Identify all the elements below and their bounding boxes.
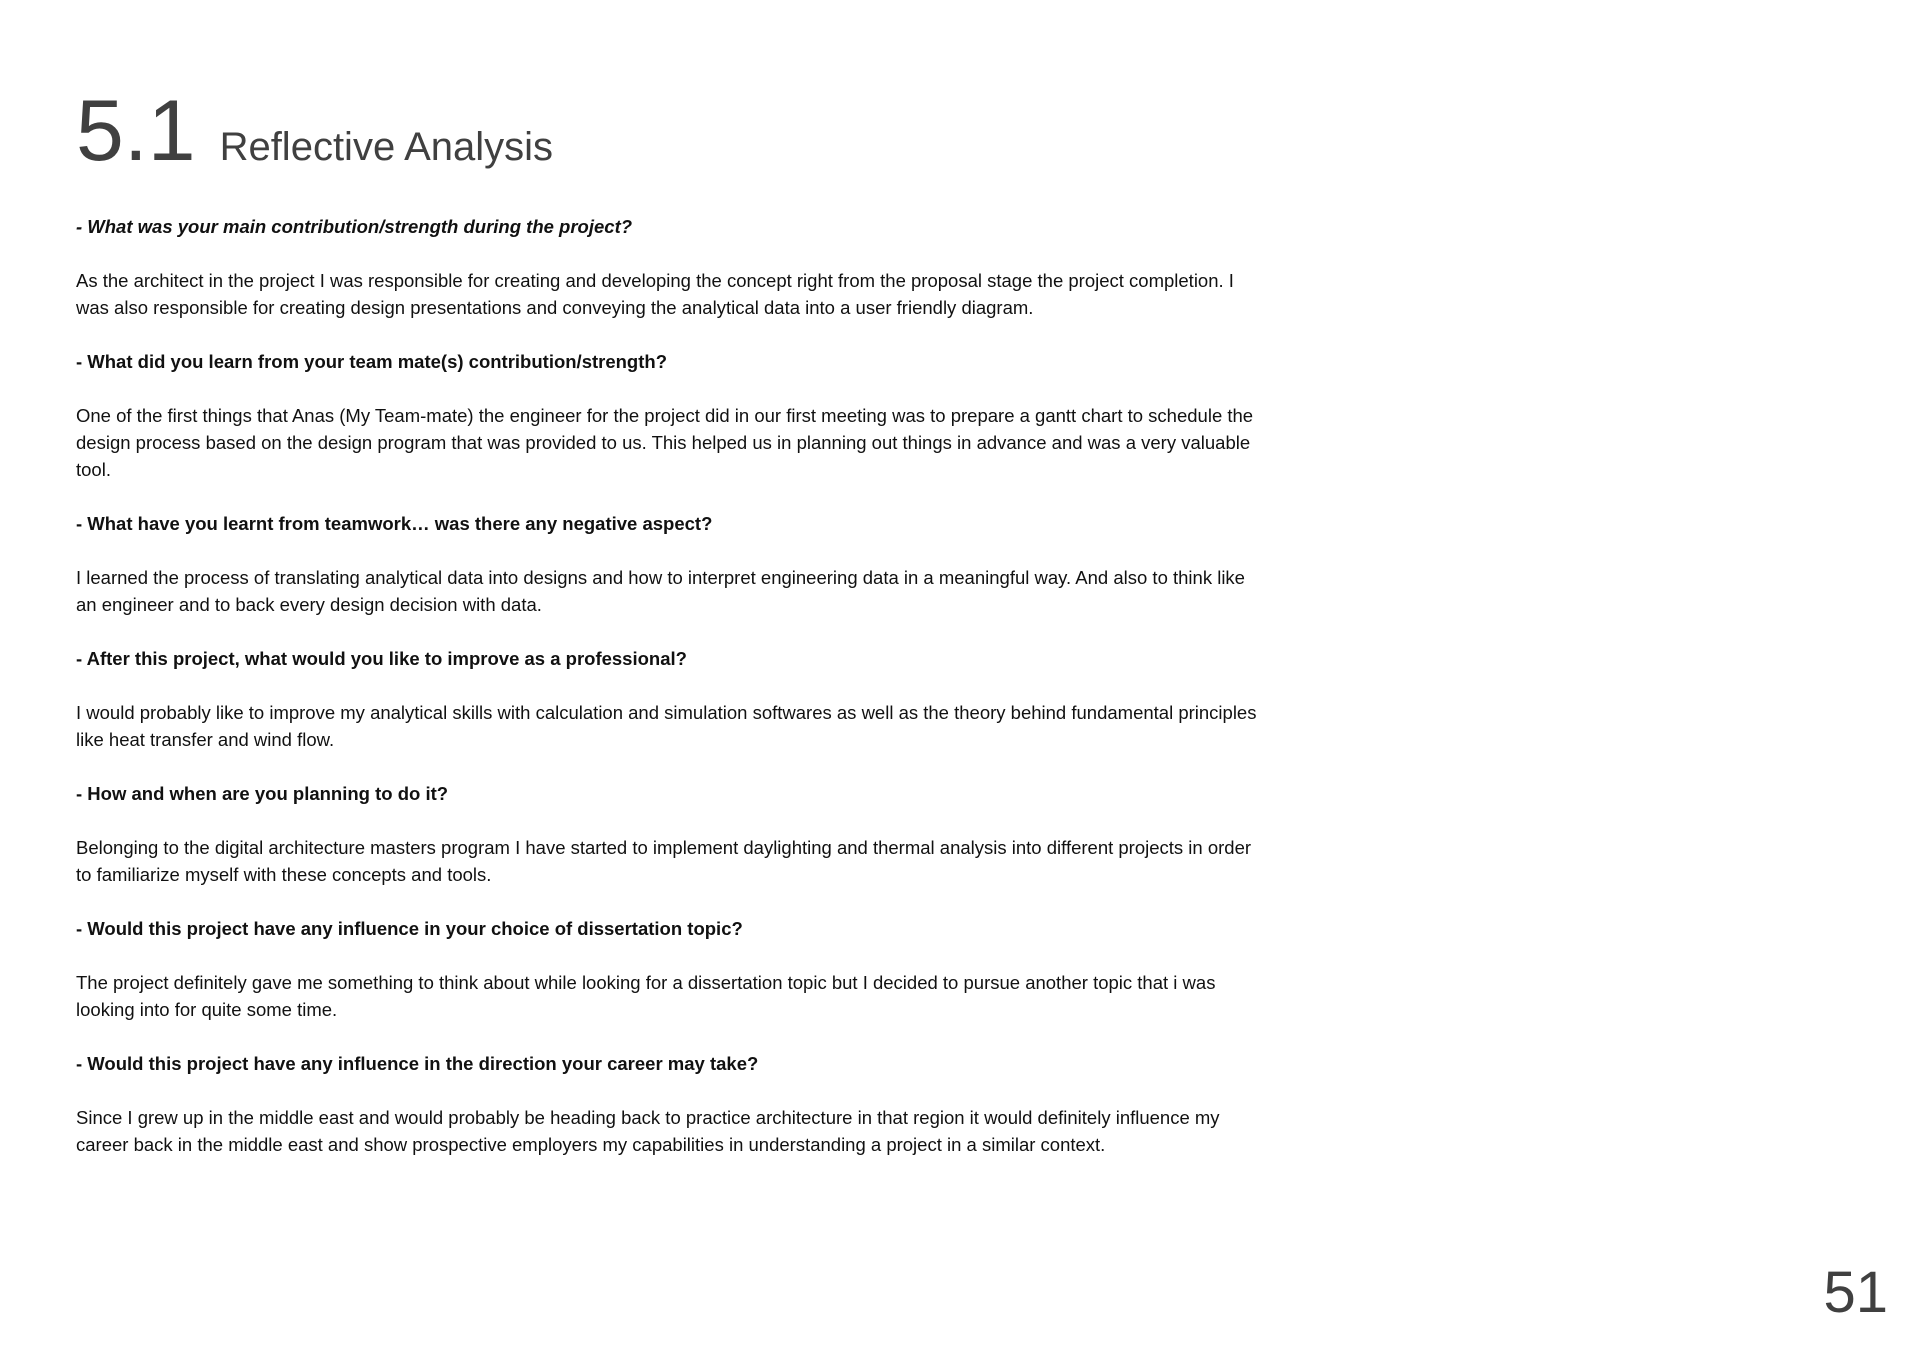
qa-content [76, 213, 1266, 1185]
section-heading [76, 83, 554, 179]
page-number: 51 [1823, 1260, 1888, 1325]
answer-text: I would probably like to improve my analytical skills with calculation and simulation softwares as well as the theory behind fundamental principles like heat transfer and wind flow. [76, 702, 1257, 750]
section-title: Reflective Analysis [219, 125, 554, 169]
question-text: - What have you learnt from teamwork… was there any negative aspect? [76, 513, 713, 534]
qa-item [76, 780, 1266, 888]
qa-item [76, 1050, 1266, 1158]
question-text: - After this project, what would you like to improve as a professional? [76, 648, 687, 669]
section-number: 5.1 [76, 83, 196, 179]
question-text: - What was your main contribution/strength during the project? [76, 216, 633, 237]
question-text: - Would this project have any influence in the direction your career may take? [76, 1053, 759, 1074]
answer-text: Since I grew up in the middle east and would probably be heading back to practice architecture in that region it would definitely influence my career back in the middle east and show prospective employers my capabilities in understanding a project in a similar context. [76, 1107, 1220, 1155]
question-text: - How and when are you planning to do it? [76, 783, 449, 804]
answer-text: Belonging to the digital architecture masters program I have started to implement daylighting and thermal analysis into different projects in order to familiarize myself with these concepts and tools. [76, 837, 1252, 885]
qa-item [76, 915, 1266, 1023]
qa-item [76, 213, 1266, 321]
qa-item [76, 645, 1266, 753]
qa-item [76, 348, 1266, 483]
answer-text: One of the first things that Anas (My Team-mate) the engineer for the project did in our first meeting was to prepare a gantt chart to schedule the design process based on the design program that was provided to us. This helped us in planning out things in advance and was a very valuable tool. [76, 405, 1254, 480]
answer-text: The project definitely gave me something to think about while looking for a dissertation topic but I decided to pursue another topic that i was looking into for quite some time. [76, 972, 1216, 1020]
question-text: - Would this project have any influence in your choice of dissertation topic? [76, 918, 743, 939]
question-text: - What did you learn from your team mate(s) contribution/strength? [76, 351, 667, 372]
answer-text: I learned the process of translating analytical data into designs and how to interpret engineering data in a meaningful way. And also to think like an engineer and to back every design decision with data. [76, 567, 1245, 615]
answer-text: As the architect in the project I was responsible for creating and developing the concept right from the proposal stage the project completion. I was also responsible for creating design presentations and conveying the analytical data into a user friendly diagram. [76, 270, 1234, 318]
qa-item [76, 510, 1266, 618]
